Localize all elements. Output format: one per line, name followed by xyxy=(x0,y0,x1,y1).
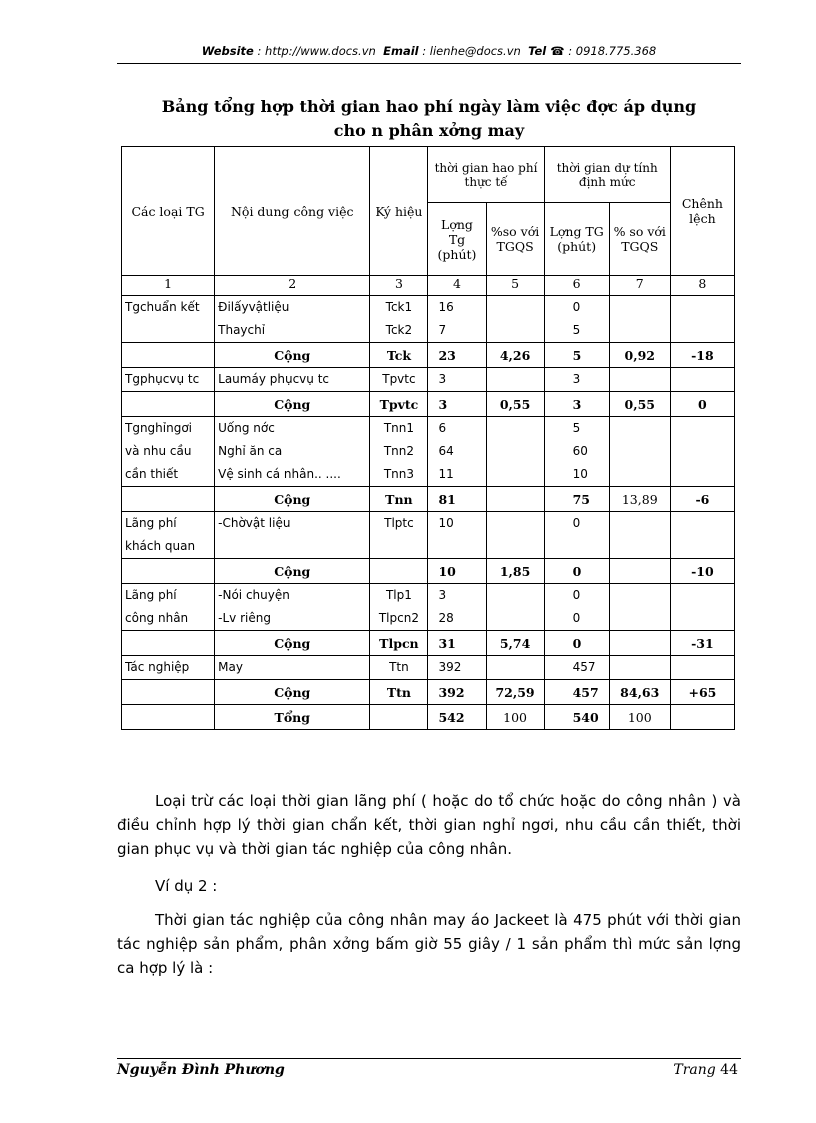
column-number: 2 xyxy=(215,276,370,296)
header-planned-time: thời gian dự tính định mức xyxy=(544,147,670,203)
actual-percent xyxy=(486,512,544,559)
task-content: Đilấyvậtliệu Thaychỉ xyxy=(215,296,370,343)
planned-amount: 0 xyxy=(544,512,609,559)
title-line-2: cho n phân xởng may xyxy=(333,121,525,140)
time-type: Tác nghiệp xyxy=(122,656,215,680)
symbol: Tpvtc xyxy=(370,368,428,392)
email-label: Email xyxy=(383,44,419,58)
planned-percent xyxy=(609,656,670,680)
tel-label: Tel ☎ xyxy=(528,44,565,58)
time-type: Tgnghỉngơi và nhu cầu cần thiết xyxy=(122,417,215,487)
subtotal-row: Cộng 10 1,85 0 -10 xyxy=(122,559,735,584)
symbol: Ttn xyxy=(370,656,428,680)
planned-amount: 457 xyxy=(544,656,609,680)
table-row xyxy=(122,584,735,631)
task-content: Laumáy phụcvụ tc xyxy=(215,368,370,392)
column-number: 8 xyxy=(670,276,734,296)
table-row xyxy=(122,417,735,487)
time-summary-table xyxy=(121,146,735,730)
footer-author: Nguyễn Đình Phương xyxy=(117,1062,285,1078)
page-number: 44 xyxy=(720,1062,738,1078)
time-type: Tgchuẩn kết xyxy=(122,296,215,343)
actual-amount: 10 xyxy=(428,512,486,559)
actual-amount: 3 xyxy=(428,368,486,392)
email-value: : lienhe@docs.vn xyxy=(422,44,521,58)
task-content: May xyxy=(215,656,370,680)
subheader-actual-amount: Lợng Tg (phút) xyxy=(428,203,486,276)
table-row xyxy=(122,512,735,559)
table-header-row xyxy=(122,147,735,203)
difference xyxy=(670,512,734,559)
website-label: Website xyxy=(201,44,254,58)
subtotal-row: Cộng Tlpcn 31 5,74 0 -31 xyxy=(122,631,735,656)
subheader-planned-amount: Lợng TG (phút) xyxy=(544,203,609,276)
task-content: -Nói chuyện -Lv riêng xyxy=(215,584,370,631)
column-number-row xyxy=(122,276,735,296)
column-number: 5 xyxy=(486,276,544,296)
time-type: Lãng phí khách quan xyxy=(122,512,215,559)
subheader-actual-percent: %so với TGQS xyxy=(486,203,544,276)
difference xyxy=(670,656,734,680)
page-header xyxy=(117,44,741,58)
subheader-planned-percent: % so với TGQS xyxy=(609,203,670,276)
subtotal-row: Cộng Tck 23 4,26 5 0,92 -18 xyxy=(122,343,735,368)
table-row xyxy=(122,656,735,680)
actual-amount: 3 28 xyxy=(428,584,486,631)
planned-amount: 3 xyxy=(544,368,609,392)
table-row xyxy=(122,368,735,392)
difference xyxy=(670,417,734,487)
paragraph-3: Thời gian tác nghiệp của công nhân may áo Jackeet là 475 phút với thời gian tác nghiệp sản phẩm, phân xởng bấm giờ 55 giây / 1 sản phẩm thì mức sản lợng ca hợp lý là : xyxy=(117,911,741,977)
actual-percent xyxy=(486,656,544,680)
page-label: Trang xyxy=(673,1062,716,1078)
total-row: Tổng 542 100 540 100 xyxy=(122,705,735,730)
actual-amount: 16 7 xyxy=(428,296,486,343)
task-content: -Chờvật liệu xyxy=(215,512,370,559)
symbol: Tlp1 Tlpcn2 xyxy=(370,584,428,631)
table-title xyxy=(117,95,741,143)
column-number: 3 xyxy=(370,276,428,296)
column-number: 7 xyxy=(609,276,670,296)
header-actual-time: thời gian hao phí thực tế xyxy=(428,147,544,203)
planned-percent xyxy=(609,417,670,487)
column-number: 4 xyxy=(428,276,486,296)
tel-value: : 0918.775.368 xyxy=(568,44,657,58)
difference xyxy=(670,296,734,343)
column-number: 6 xyxy=(544,276,609,296)
planned-amount: 0 5 xyxy=(544,296,609,343)
paragraph-2: Ví dụ 2 : xyxy=(155,877,218,895)
planned-percent xyxy=(609,296,670,343)
difference xyxy=(670,584,734,631)
header-content: Nội dung công việc xyxy=(215,147,370,276)
footer-divider xyxy=(117,1058,741,1059)
planned-percent xyxy=(609,512,670,559)
planned-percent xyxy=(609,368,670,392)
difference xyxy=(670,368,734,392)
website-value: : http://www.docs.vn xyxy=(257,44,376,58)
header-types: Các loại TG xyxy=(122,147,215,276)
time-type: Tgphụcvụ tc xyxy=(122,368,215,392)
actual-amount: 6 64 11 xyxy=(428,417,486,487)
column-number: 1 xyxy=(122,276,215,296)
footer-page xyxy=(673,1062,738,1078)
subtotal-row: Cộng Tpvtc 3 0,55 3 0,55 0 xyxy=(122,392,735,417)
actual-percent xyxy=(486,368,544,392)
planned-percent xyxy=(609,584,670,631)
header-difference: Chênh lệch xyxy=(670,147,734,276)
symbol: Tnn1 Tnn2 Tnn3 xyxy=(370,417,428,487)
subtotal-row: Cộng Ttn 392 72,59 457 84,63 +65 xyxy=(122,680,735,705)
task-content: Uống nớc Nghỉ ăn ca Vệ sinh cá nhân.. .... xyxy=(215,417,370,487)
actual-percent xyxy=(486,584,544,631)
header-symbol: Ký hiệu xyxy=(370,147,428,276)
table-row xyxy=(122,296,735,343)
paragraph-1: Loại trừ các loại thời gian lãng phí ( hoặc do tổ chức hoặc do công nhân ) và điều chỉnh hợp lý thời gian chẩn kết, thời gian nghỉ ngơi, nhu cầu cần thiết, thời gian phục vụ và thời gian tác nghiệp của công nhân. xyxy=(117,792,741,858)
header-divider xyxy=(117,63,741,64)
title-line-1: Bảng tổng hợp thời gian hao phí ngày làm việc đợc áp dụng xyxy=(161,97,697,116)
actual-amount: 392 xyxy=(428,656,486,680)
symbol: Tck1 Tck2 xyxy=(370,296,428,343)
actual-percent xyxy=(486,296,544,343)
subtotal-row: Cộng Tnn 81 75 13,89 -6 xyxy=(122,487,735,512)
time-type: Lãng phí công nhân xyxy=(122,584,215,631)
planned-amount: 0 0 xyxy=(544,584,609,631)
actual-percent xyxy=(486,417,544,487)
symbol: Tlptc xyxy=(370,512,428,559)
planned-amount: 5 60 10 xyxy=(544,417,609,487)
